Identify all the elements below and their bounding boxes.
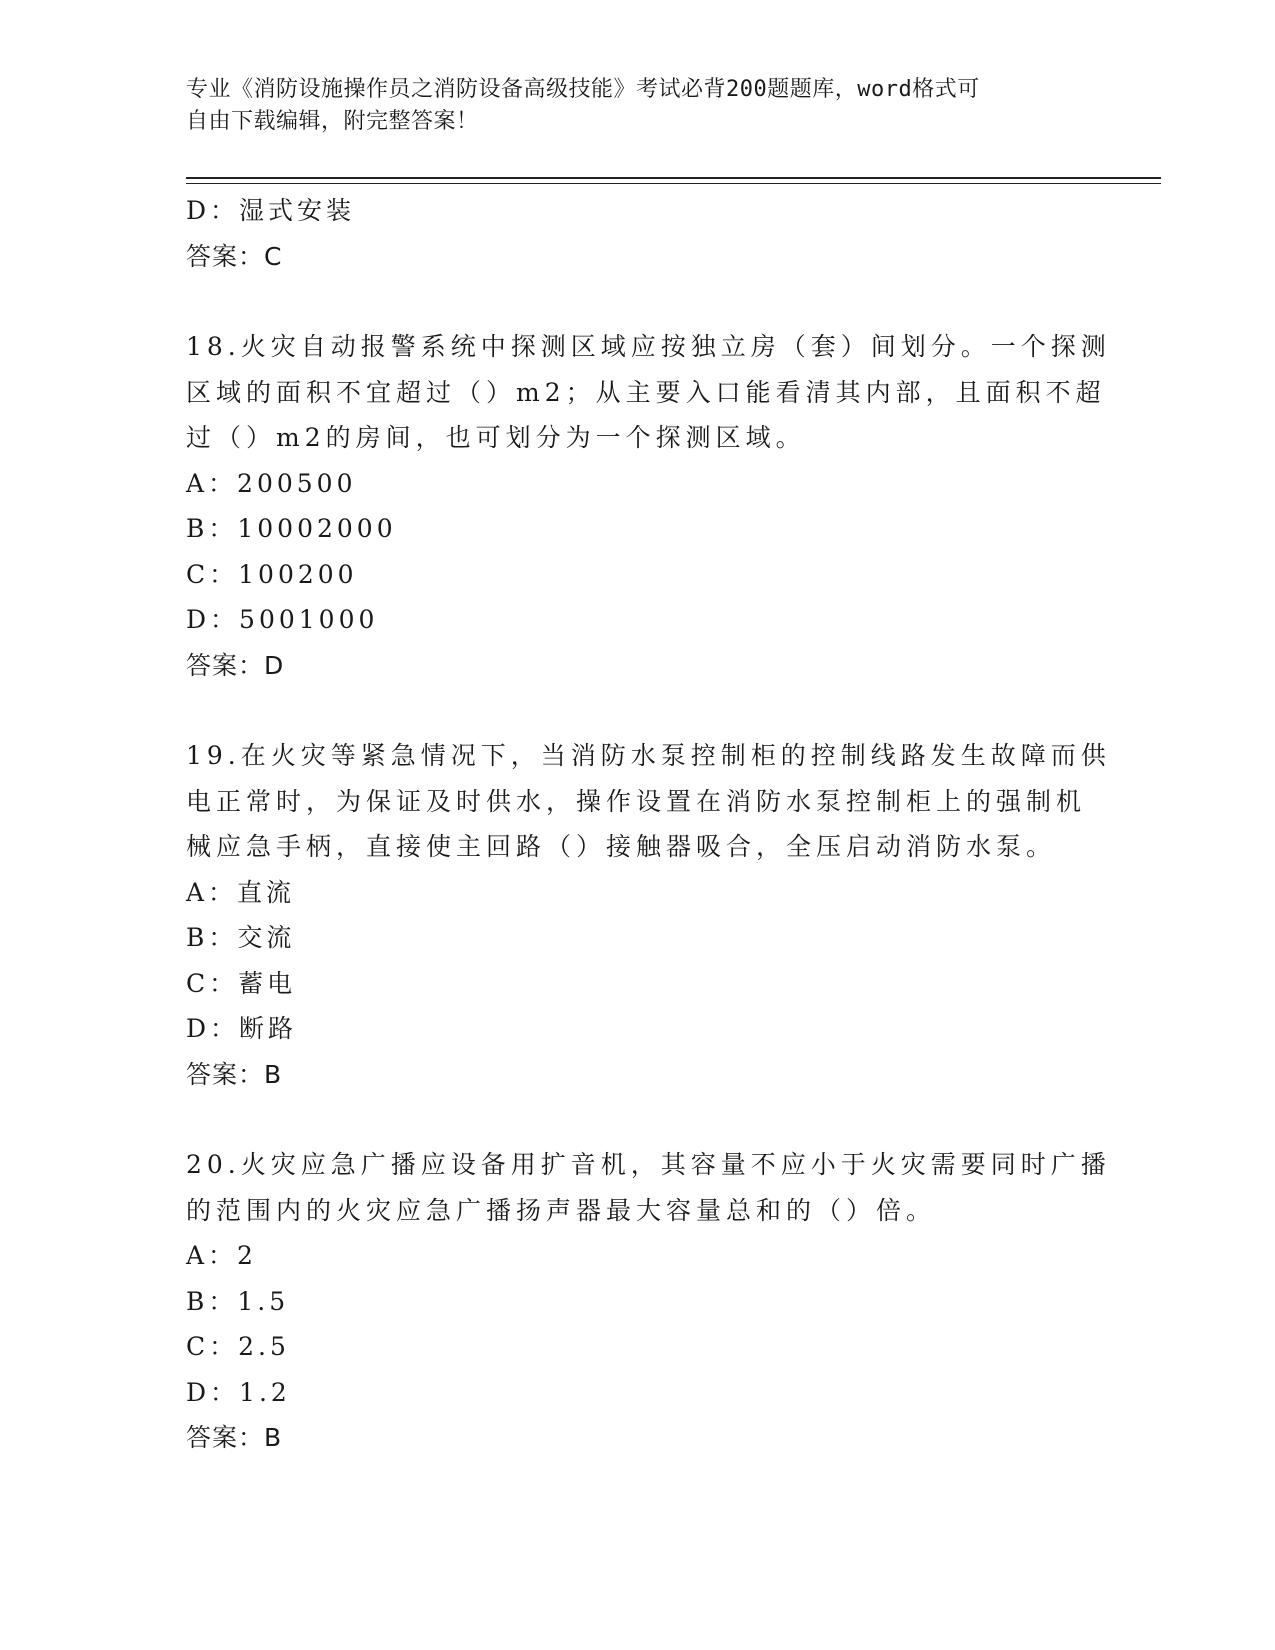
header-title-line-1: 专业《消防设施操作员之消防设备高级技能》考试必背200题题库，word格式可 bbox=[186, 77, 980, 102]
stem-line: 19.在火灾等紧急情况下，当消防水泵控制柜的控制线路发生故障而供 bbox=[186, 741, 1111, 770]
option-d: D：5001000 bbox=[186, 605, 379, 634]
option-c: C：蓄电 bbox=[186, 968, 297, 998]
question-stem bbox=[186, 733, 1111, 870]
stem-line: 20.火灾应急广播应设备用扩音机，其容量不应小于火灾需要同时广播 bbox=[186, 1150, 1111, 1179]
question-18 bbox=[186, 324, 1111, 688]
stem-line: 械应急手柄，直接使主回路（）接触器吸合，全压启动消防水泵。 bbox=[186, 832, 1057, 861]
question-20 bbox=[186, 1142, 1111, 1461]
option-b: B：1.5 bbox=[186, 1286, 290, 1316]
option-b: B：交流 bbox=[186, 923, 296, 952]
stem-line: 区域的面积不宜超过（）m2；从主要入口能看清其内部，且面积不超 bbox=[186, 377, 1106, 407]
stem-line: 过（）m2的房间，也可划分为一个探测区域。 bbox=[186, 423, 806, 452]
option-c: C：100200 bbox=[186, 559, 358, 589]
option-a: A：2 bbox=[186, 1241, 257, 1270]
stem-line: 18.火灾自动报警系统中探测区域应按独立房（套）间划分。一个探测 bbox=[186, 332, 1111, 361]
answer: 答案：C bbox=[186, 241, 283, 271]
option-c: C：2.5 bbox=[186, 1332, 290, 1361]
header-divider bbox=[186, 177, 1161, 184]
answer: 答案：D bbox=[186, 650, 285, 680]
option-d: D：1.2 bbox=[186, 1377, 291, 1407]
option-d: D：断路 bbox=[186, 1014, 298, 1043]
stem-line: 的范围内的火灾应急广播扬声器最大容量总和的（）倍。 bbox=[186, 1195, 937, 1225]
option-a: A：200500 bbox=[186, 468, 357, 498]
question-list bbox=[186, 188, 1111, 1461]
answer: 答案：B bbox=[186, 1059, 283, 1089]
question-stem bbox=[186, 324, 1111, 461]
answer: 答案：B bbox=[186, 1423, 283, 1452]
previous-question-tail bbox=[186, 188, 1086, 279]
page-header bbox=[186, 74, 1086, 138]
question-stem bbox=[186, 1142, 1111, 1233]
header-title-line-2: 自由下载编辑，附完整答案！ bbox=[186, 109, 479, 134]
option-a: A：直流 bbox=[186, 877, 296, 907]
option-b: B：10002000 bbox=[186, 514, 397, 543]
stem-line: 电正常时，为保证及时供水，操作设置在消防水泵控制柜上的强制机 bbox=[186, 786, 1087, 816]
question-19 bbox=[186, 733, 1111, 1097]
option-d: D：湿式安装 bbox=[186, 196, 356, 225]
